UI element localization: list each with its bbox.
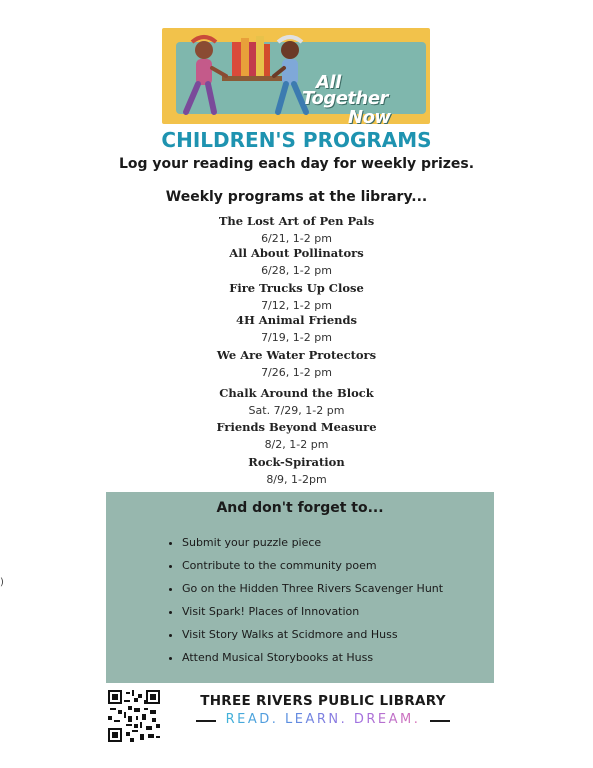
program-title: We Are Water Protectors bbox=[216, 348, 377, 362]
list-item: • Visit Spark! Places of Innovation bbox=[182, 603, 443, 626]
program-title: 4H Animal Friends bbox=[235, 313, 358, 327]
banner-word-together: Together bbox=[302, 88, 388, 109]
library-tagline bbox=[196, 712, 450, 730]
page-subtitle: Log your reading each day for weekly prizes. bbox=[118, 156, 475, 172]
reminders-title: And don't forget to... bbox=[216, 500, 384, 516]
list-item: • Visit Story Walks at Scidmore and Huss bbox=[182, 626, 443, 649]
qr-code[interactable] bbox=[108, 690, 160, 742]
program-title: Friends Beyond Measure bbox=[216, 420, 377, 434]
library-name: THREE RIVERS PUBLIC LIBRARY bbox=[200, 693, 446, 709]
program-date: Sat. 7/29, 1-2 pm bbox=[248, 404, 345, 417]
stray-mark: ) bbox=[0, 577, 4, 588]
all-together-now-banner bbox=[162, 28, 430, 124]
program-date: 7/19, 1-2 pm bbox=[261, 331, 332, 344]
program-date: 6/28, 1-2 pm bbox=[261, 264, 332, 277]
program-title: Rock-Spiration bbox=[248, 455, 345, 469]
page-title: CHILDREN'S PROGRAMS bbox=[161, 128, 432, 152]
program-date: 6/21, 1-2 pm bbox=[261, 232, 332, 245]
program-title: Chalk Around the Block bbox=[219, 386, 374, 400]
program-date: 8/9, 1-2pm bbox=[266, 473, 327, 486]
program-title: The Lost Art of Pen Pals bbox=[218, 214, 375, 228]
reminders-list bbox=[162, 534, 443, 672]
program-date: 7/26, 1-2 pm bbox=[261, 366, 332, 379]
list-item: • Contribute to the community poem bbox=[182, 557, 443, 580]
list-item: • Attend Musical Storybooks at Huss bbox=[182, 649, 443, 672]
tagline-rule-left bbox=[196, 720, 216, 722]
program-date: 7/12, 1-2 pm bbox=[261, 299, 332, 312]
banner-word-all: All bbox=[316, 72, 341, 93]
programs-heading: Weekly programs at the library... bbox=[165, 189, 428, 205]
list-item: • Go on the Hidden Three Rivers Scavenger Hunt bbox=[182, 580, 443, 603]
tagline-rule-right bbox=[430, 720, 450, 722]
program-date: 8/2, 1-2 pm bbox=[264, 438, 329, 451]
list-item: • Submit your puzzle piece bbox=[182, 534, 443, 557]
banner-word-now: Now bbox=[348, 107, 391, 124]
reminders-box bbox=[106, 492, 494, 683]
program-title: All About Pollinators bbox=[229, 246, 364, 260]
program-title: Fire Trucks Up Close bbox=[229, 281, 364, 295]
tagline-text: READ. LEARN. DREAM. bbox=[218, 712, 428, 727]
